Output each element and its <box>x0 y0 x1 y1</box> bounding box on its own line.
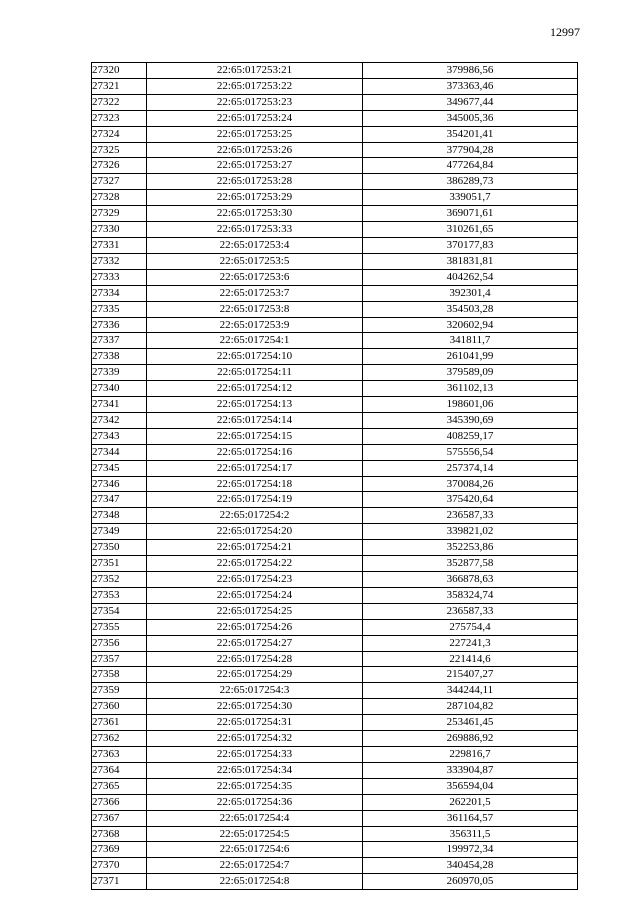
cadastral-value-cell: 320602,94 <box>363 317 578 333</box>
cadastral-value-cell: 262201,5 <box>363 794 578 810</box>
row-number-cell: 27362 <box>92 731 147 747</box>
cadastral-value-cell: 366878,63 <box>363 572 578 588</box>
cadastral-number-cell: 22:65:017254:28 <box>147 651 363 667</box>
row-number-cell: 27360 <box>92 699 147 715</box>
row-number-cell: 27340 <box>92 381 147 397</box>
row-number-cell: 27332 <box>92 253 147 269</box>
table-row <box>92 874 578 890</box>
cadastral-value-cell: 386289,73 <box>363 174 578 190</box>
cadastral-value-cell: 340454,28 <box>363 858 578 874</box>
table-row <box>92 635 578 651</box>
cadastral-number-cell: 22:65:017253:28 <box>147 174 363 190</box>
row-number-cell: 27367 <box>92 810 147 826</box>
cadastral-value-cell: 221414,6 <box>363 651 578 667</box>
table-row <box>92 63 578 79</box>
cadastral-value-cell: 349677,44 <box>363 94 578 110</box>
cadastral-number-cell: 22:65:017254:36 <box>147 794 363 810</box>
row-number-cell: 27326 <box>92 158 147 174</box>
row-number-cell: 27330 <box>92 222 147 238</box>
table-row <box>92 572 578 588</box>
row-number-cell: 27343 <box>92 428 147 444</box>
table-row <box>92 381 578 397</box>
cadastral-value-cell: 354201,41 <box>363 126 578 142</box>
cadastral-number-cell: 22:65:017253:8 <box>147 301 363 317</box>
table-row <box>92 428 578 444</box>
row-number-cell: 27334 <box>92 285 147 301</box>
cadastral-value-cell: 361164,57 <box>363 810 578 826</box>
cadastral-value-cell: 341811,7 <box>363 333 578 349</box>
cadastral-number-cell: 22:65:017253:21 <box>147 63 363 79</box>
cadastral-number-cell: 22:65:017254:10 <box>147 349 363 365</box>
row-number-cell: 27344 <box>92 444 147 460</box>
table-row <box>92 174 578 190</box>
cadastral-number-cell: 22:65:017253:29 <box>147 190 363 206</box>
cadastral-value-cell: 575556,54 <box>363 444 578 460</box>
cadastral-number-cell: 22:65:017254:18 <box>147 476 363 492</box>
table-row <box>92 603 578 619</box>
cadastral-value-cell: 375420,64 <box>363 492 578 508</box>
cadastral-value-cell: 236587,33 <box>363 508 578 524</box>
cadastral-number-cell: 22:65:017254:26 <box>147 619 363 635</box>
row-number-cell: 27331 <box>92 237 147 253</box>
cadastral-number-cell: 22:65:017254:21 <box>147 540 363 556</box>
cadastral-number-cell: 22:65:017254:2 <box>147 508 363 524</box>
cadastral-number-cell: 22:65:017254:3 <box>147 683 363 699</box>
cadastral-number-cell: 22:65:017254:7 <box>147 858 363 874</box>
row-number-cell: 27324 <box>92 126 147 142</box>
cadastral-value-cell: 333904,87 <box>363 762 578 778</box>
cadastral-number-cell: 22:65:017253:5 <box>147 253 363 269</box>
cadastral-value-cell: 236587,33 <box>363 603 578 619</box>
row-number-cell: 27336 <box>92 317 147 333</box>
cadastral-value-cell: 408259,17 <box>363 428 578 444</box>
row-number-cell: 27338 <box>92 349 147 365</box>
row-number-cell: 27345 <box>92 460 147 476</box>
row-number-cell: 27327 <box>92 174 147 190</box>
row-number-cell: 27320 <box>92 63 147 79</box>
cadastral-value-cell: 379986,56 <box>363 63 578 79</box>
cadastral-value-cell: 381831,81 <box>363 253 578 269</box>
table-row <box>92 492 578 508</box>
cadastral-number-cell: 22:65:017254:22 <box>147 556 363 572</box>
table-row <box>92 715 578 731</box>
row-number-cell: 27357 <box>92 651 147 667</box>
cadastral-number-cell: 22:65:017254:24 <box>147 587 363 603</box>
cadastral-number-cell: 22:65:017254:1 <box>147 333 363 349</box>
cadastral-number-cell: 22:65:017254:12 <box>147 381 363 397</box>
cadastral-number-cell: 22:65:017254:32 <box>147 731 363 747</box>
cadastral-value-cell: 370084,26 <box>363 476 578 492</box>
row-number-cell: 27371 <box>92 874 147 890</box>
table-row <box>92 540 578 556</box>
table-row <box>92 317 578 333</box>
row-number-cell: 27356 <box>92 635 147 651</box>
cadastral-number-cell: 22:65:017253:24 <box>147 110 363 126</box>
row-number-cell: 27353 <box>92 587 147 603</box>
row-number-cell: 27349 <box>92 524 147 540</box>
cadastral-value-cell: 477264,84 <box>363 158 578 174</box>
cadastral-value-cell: 287104,82 <box>363 699 578 715</box>
row-number-cell: 27366 <box>92 794 147 810</box>
cadastral-value-cell: 198601,06 <box>363 397 578 413</box>
row-number-cell: 27369 <box>92 842 147 858</box>
cadastral-value-cell: 260970,05 <box>363 874 578 890</box>
table-row <box>92 397 578 413</box>
table-row <box>92 301 578 317</box>
cadastral-number-cell: 22:65:017254:17 <box>147 460 363 476</box>
table-row <box>92 237 578 253</box>
row-number-cell: 27361 <box>92 715 147 731</box>
cadastral-value-cell: 361102,13 <box>363 381 578 397</box>
cadastral-value-cell: 275754,4 <box>363 619 578 635</box>
row-number-cell: 27339 <box>92 365 147 381</box>
cadastral-value-cell: 377904,28 <box>363 142 578 158</box>
cadastral-value-cell: 344244,11 <box>363 683 578 699</box>
table-row <box>92 94 578 110</box>
cadastral-number-cell: 22:65:017254:29 <box>147 667 363 683</box>
cadastral-number-cell: 22:65:017254:14 <box>147 412 363 428</box>
table-row <box>92 476 578 492</box>
table-row <box>92 746 578 762</box>
cadastral-number-cell: 22:65:017254:8 <box>147 874 363 890</box>
cadastral-number-cell: 22:65:017254:23 <box>147 572 363 588</box>
row-number-cell: 27341 <box>92 397 147 413</box>
row-number-cell: 27342 <box>92 412 147 428</box>
row-number-cell: 27363 <box>92 746 147 762</box>
row-number-cell: 27364 <box>92 762 147 778</box>
table-row <box>92 524 578 540</box>
row-number-cell: 27323 <box>92 110 147 126</box>
cadastral-value-cell: 199972,34 <box>363 842 578 858</box>
table-row <box>92 667 578 683</box>
table-row <box>92 762 578 778</box>
row-number-cell: 27325 <box>92 142 147 158</box>
table-row <box>92 587 578 603</box>
row-number-cell: 27322 <box>92 94 147 110</box>
table-row <box>92 699 578 715</box>
cadastral-number-cell: 22:65:017254:15 <box>147 428 363 444</box>
table-row <box>92 619 578 635</box>
cadastral-number-cell: 22:65:017253:26 <box>147 142 363 158</box>
row-number-cell: 27337 <box>92 333 147 349</box>
table-row <box>92 78 578 94</box>
cadastral-number-cell: 22:65:017254:33 <box>147 746 363 762</box>
cadastral-value-cell: 253461,45 <box>363 715 578 731</box>
cadastral-value-cell: 404262,54 <box>363 269 578 285</box>
table-row <box>92 842 578 858</box>
table-row <box>92 508 578 524</box>
row-number-cell: 27354 <box>92 603 147 619</box>
cadastral-value-cell: 354503,28 <box>363 301 578 317</box>
cadastral-number-cell: 22:65:017254:16 <box>147 444 363 460</box>
cadastral-value-cell: 373363,46 <box>363 78 578 94</box>
table-row <box>92 365 578 381</box>
cadastral-value-cell: 261041,99 <box>363 349 578 365</box>
cadastral-number-cell: 22:65:017253:7 <box>147 285 363 301</box>
cadastral-value-cell: 392301,4 <box>363 285 578 301</box>
page-number: 12997 <box>550 25 580 39</box>
row-number-cell: 27359 <box>92 683 147 699</box>
row-number-cell: 27352 <box>92 572 147 588</box>
cadastral-number-cell: 22:65:017254:25 <box>147 603 363 619</box>
cadastral-number-cell: 22:65:017254:13 <box>147 397 363 413</box>
cadastral-number-cell: 22:65:017253:22 <box>147 78 363 94</box>
table-row <box>92 810 578 826</box>
cadastral-number-cell: 22:65:017254:19 <box>147 492 363 508</box>
table-row <box>92 778 578 794</box>
table-row <box>92 110 578 126</box>
table-row <box>92 158 578 174</box>
row-number-cell: 27328 <box>92 190 147 206</box>
row-number-cell: 27348 <box>92 508 147 524</box>
table-row <box>92 349 578 365</box>
cadastral-value-cell: 352253,86 <box>363 540 578 556</box>
row-number-cell: 27368 <box>92 826 147 842</box>
table-row <box>92 206 578 222</box>
table-row <box>92 412 578 428</box>
table-row <box>92 556 578 572</box>
table-body <box>92 63 578 890</box>
row-number-cell: 27321 <box>92 78 147 94</box>
cadastral-number-cell: 22:65:017254:34 <box>147 762 363 778</box>
cadastral-number-cell: 22:65:017253:23 <box>147 94 363 110</box>
cadastral-number-cell: 22:65:017253:9 <box>147 317 363 333</box>
cadastral-number-cell: 22:65:017254:6 <box>147 842 363 858</box>
cadastral-value-cell: 215407,27 <box>363 667 578 683</box>
cadastral-number-cell: 22:65:017254:31 <box>147 715 363 731</box>
cadastral-value-cell: 369071,61 <box>363 206 578 222</box>
cadastral-value-cell: 345005,36 <box>363 110 578 126</box>
row-number-cell: 27358 <box>92 667 147 683</box>
cadastral-number-cell: 22:65:017254:27 <box>147 635 363 651</box>
cadastral-value-cell: 370177,83 <box>363 237 578 253</box>
row-number-cell: 27346 <box>92 476 147 492</box>
table-row <box>92 731 578 747</box>
table-row <box>92 190 578 206</box>
cadastral-value-cell: 352877,58 <box>363 556 578 572</box>
row-number-cell: 27329 <box>92 206 147 222</box>
cadastral-value-cell: 257374,14 <box>363 460 578 476</box>
cadastral-value-cell: 356311,5 <box>363 826 578 842</box>
cadastral-value-cell: 339051,7 <box>363 190 578 206</box>
cadastral-number-cell: 22:65:017254:4 <box>147 810 363 826</box>
table-row <box>92 651 578 667</box>
table-row <box>92 269 578 285</box>
cadastral-value-cell: 345390,69 <box>363 412 578 428</box>
row-number-cell: 27365 <box>92 778 147 794</box>
cadastral-number-cell: 22:65:017253:6 <box>147 269 363 285</box>
cadastral-number-cell: 22:65:017253:33 <box>147 222 363 238</box>
cadastral-value-cell: 269886,92 <box>363 731 578 747</box>
row-number-cell: 27370 <box>92 858 147 874</box>
cadastral-value-cell: 356594,04 <box>363 778 578 794</box>
row-number-cell: 27335 <box>92 301 147 317</box>
table-row <box>92 460 578 476</box>
cadastral-value-cell: 379589,09 <box>363 365 578 381</box>
cadastral-number-cell: 22:65:017254:35 <box>147 778 363 794</box>
row-number-cell: 27355 <box>92 619 147 635</box>
row-number-cell: 27351 <box>92 556 147 572</box>
cadastral-value-cell: 310261,65 <box>363 222 578 238</box>
cadastral-number-cell: 22:65:017254:20 <box>147 524 363 540</box>
table-row <box>92 285 578 301</box>
cadastral-number-cell: 22:65:017254:11 <box>147 365 363 381</box>
table-row <box>92 126 578 142</box>
row-number-cell: 27347 <box>92 492 147 508</box>
cadastral-number-cell: 22:65:017253:4 <box>147 237 363 253</box>
cadastral-number-cell: 22:65:017253:27 <box>147 158 363 174</box>
table-row <box>92 794 578 810</box>
table-row <box>92 826 578 842</box>
table-row <box>92 858 578 874</box>
table-row <box>92 142 578 158</box>
cadastral-value-cell: 227241,3 <box>363 635 578 651</box>
cadastral-number-cell: 22:65:017254:30 <box>147 699 363 715</box>
cadastral-value-table <box>91 62 578 890</box>
table-row <box>92 444 578 460</box>
table-row <box>92 253 578 269</box>
cadastral-number-cell: 22:65:017253:30 <box>147 206 363 222</box>
cadastral-value-cell: 339821,02 <box>363 524 578 540</box>
table-row <box>92 222 578 238</box>
cadastral-value-cell: 358324,74 <box>363 587 578 603</box>
row-number-cell: 27333 <box>92 269 147 285</box>
row-number-cell: 27350 <box>92 540 147 556</box>
table-row <box>92 683 578 699</box>
cadastral-value-cell: 229816,7 <box>363 746 578 762</box>
cadastral-number-cell: 22:65:017253:25 <box>147 126 363 142</box>
table-row <box>92 333 578 349</box>
cadastral-number-cell: 22:65:017254:5 <box>147 826 363 842</box>
